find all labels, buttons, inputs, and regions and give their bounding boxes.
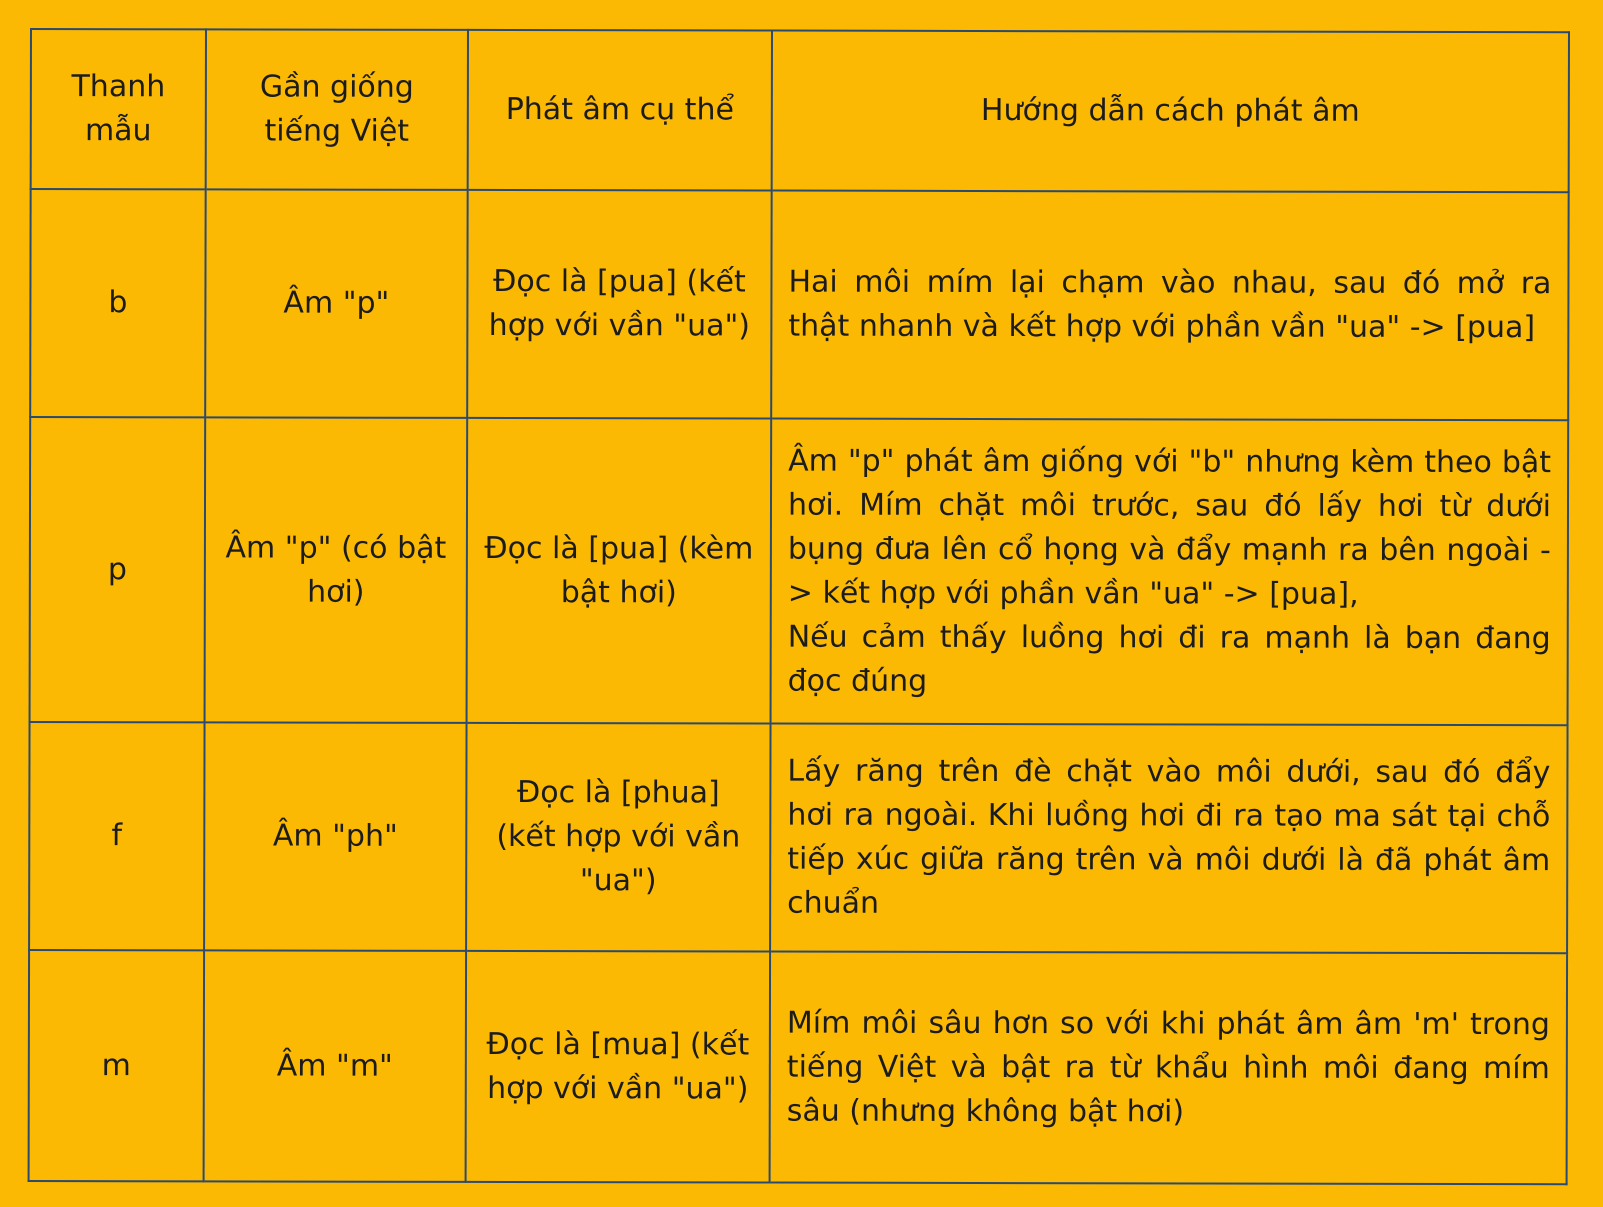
similar-cell: Âm "ph"	[204, 722, 466, 951]
table-row	[30, 189, 1568, 420]
initial-cell: b	[30, 189, 205, 417]
reading-cell: Đọc là [mua] (kết hợp với vần "ua")	[466, 951, 770, 1183]
similar-cell: Âm "p" (có bật hơi)	[205, 417, 468, 723]
guide-text: Lấy răng trên đè chặt vào môi dưới, sau đó đẩy hơi ra ngoài. Khi luồng hơi đi ra tạo ma sát tại chỗ tiếp xúc giữa răng trên và môi dưới là đã phát âm chuẩn	[787, 753, 1551, 921]
guide-text: Hai môi mím lại chạm vào nhau, sau đó mở ra thật nhanh và kết hợp với phần vần "ua" -> [pua]	[788, 264, 1552, 346]
guide-cell	[771, 419, 1569, 726]
initial-cell: m	[29, 950, 204, 1181]
guide-cell	[770, 724, 1567, 954]
header-similar-vietnamese: Gần giống tiếng Việt	[206, 29, 468, 190]
reading-cell: Đọc là [pua] (kết hợp với vần "ua")	[467, 190, 771, 419]
table-row	[30, 417, 1569, 725]
table-header-row	[31, 29, 1569, 192]
guide-cell	[771, 191, 1568, 421]
initial-cell: f	[29, 722, 204, 950]
table-row	[29, 950, 1567, 1184]
table-row	[29, 722, 1567, 953]
header-specific-pronunciation: Phát âm cụ thể	[468, 30, 772, 191]
similar-cell: Âm "m"	[204, 950, 466, 1182]
guide-cell	[770, 952, 1567, 1185]
guide-text: Mím môi sâu hơn so với khi phát âm âm 'm' trong tiếng Việt và bật ra từ khẩu hình môi đang mím sâu (nhưng không bật hơi)	[786, 1005, 1550, 1129]
header-pronunciation-guide: Hướng dẫn cách phát âm	[772, 31, 1569, 193]
initial-cell: p	[30, 417, 206, 722]
guide-text: Âm "p" phát âm giống với "b" nhưng kèm theo bật hơi. Mím chặt môi trước, sau đó lấy hơi từ dưới bụng đưa lên cổ họng và đẩy mạnh ra bên ngoài -> kết hợp với phần vần "ua" -> [pua],	[787, 443, 1552, 612]
reading-cell: Đọc là [phua] (kết hợp với vần "ua")	[466, 723, 770, 952]
header-initial: Thanh mẫu	[31, 29, 206, 189]
pronunciation-table	[28, 28, 1570, 1185]
reading-cell: Đọc là [pua] (kèm bật hơi)	[467, 418, 772, 724]
guide-text: Nếu cảm thấy luồng hơi đi ra mạnh là bạn đang đọc đúng	[787, 619, 1551, 699]
similar-cell: Âm "p"	[205, 189, 467, 418]
